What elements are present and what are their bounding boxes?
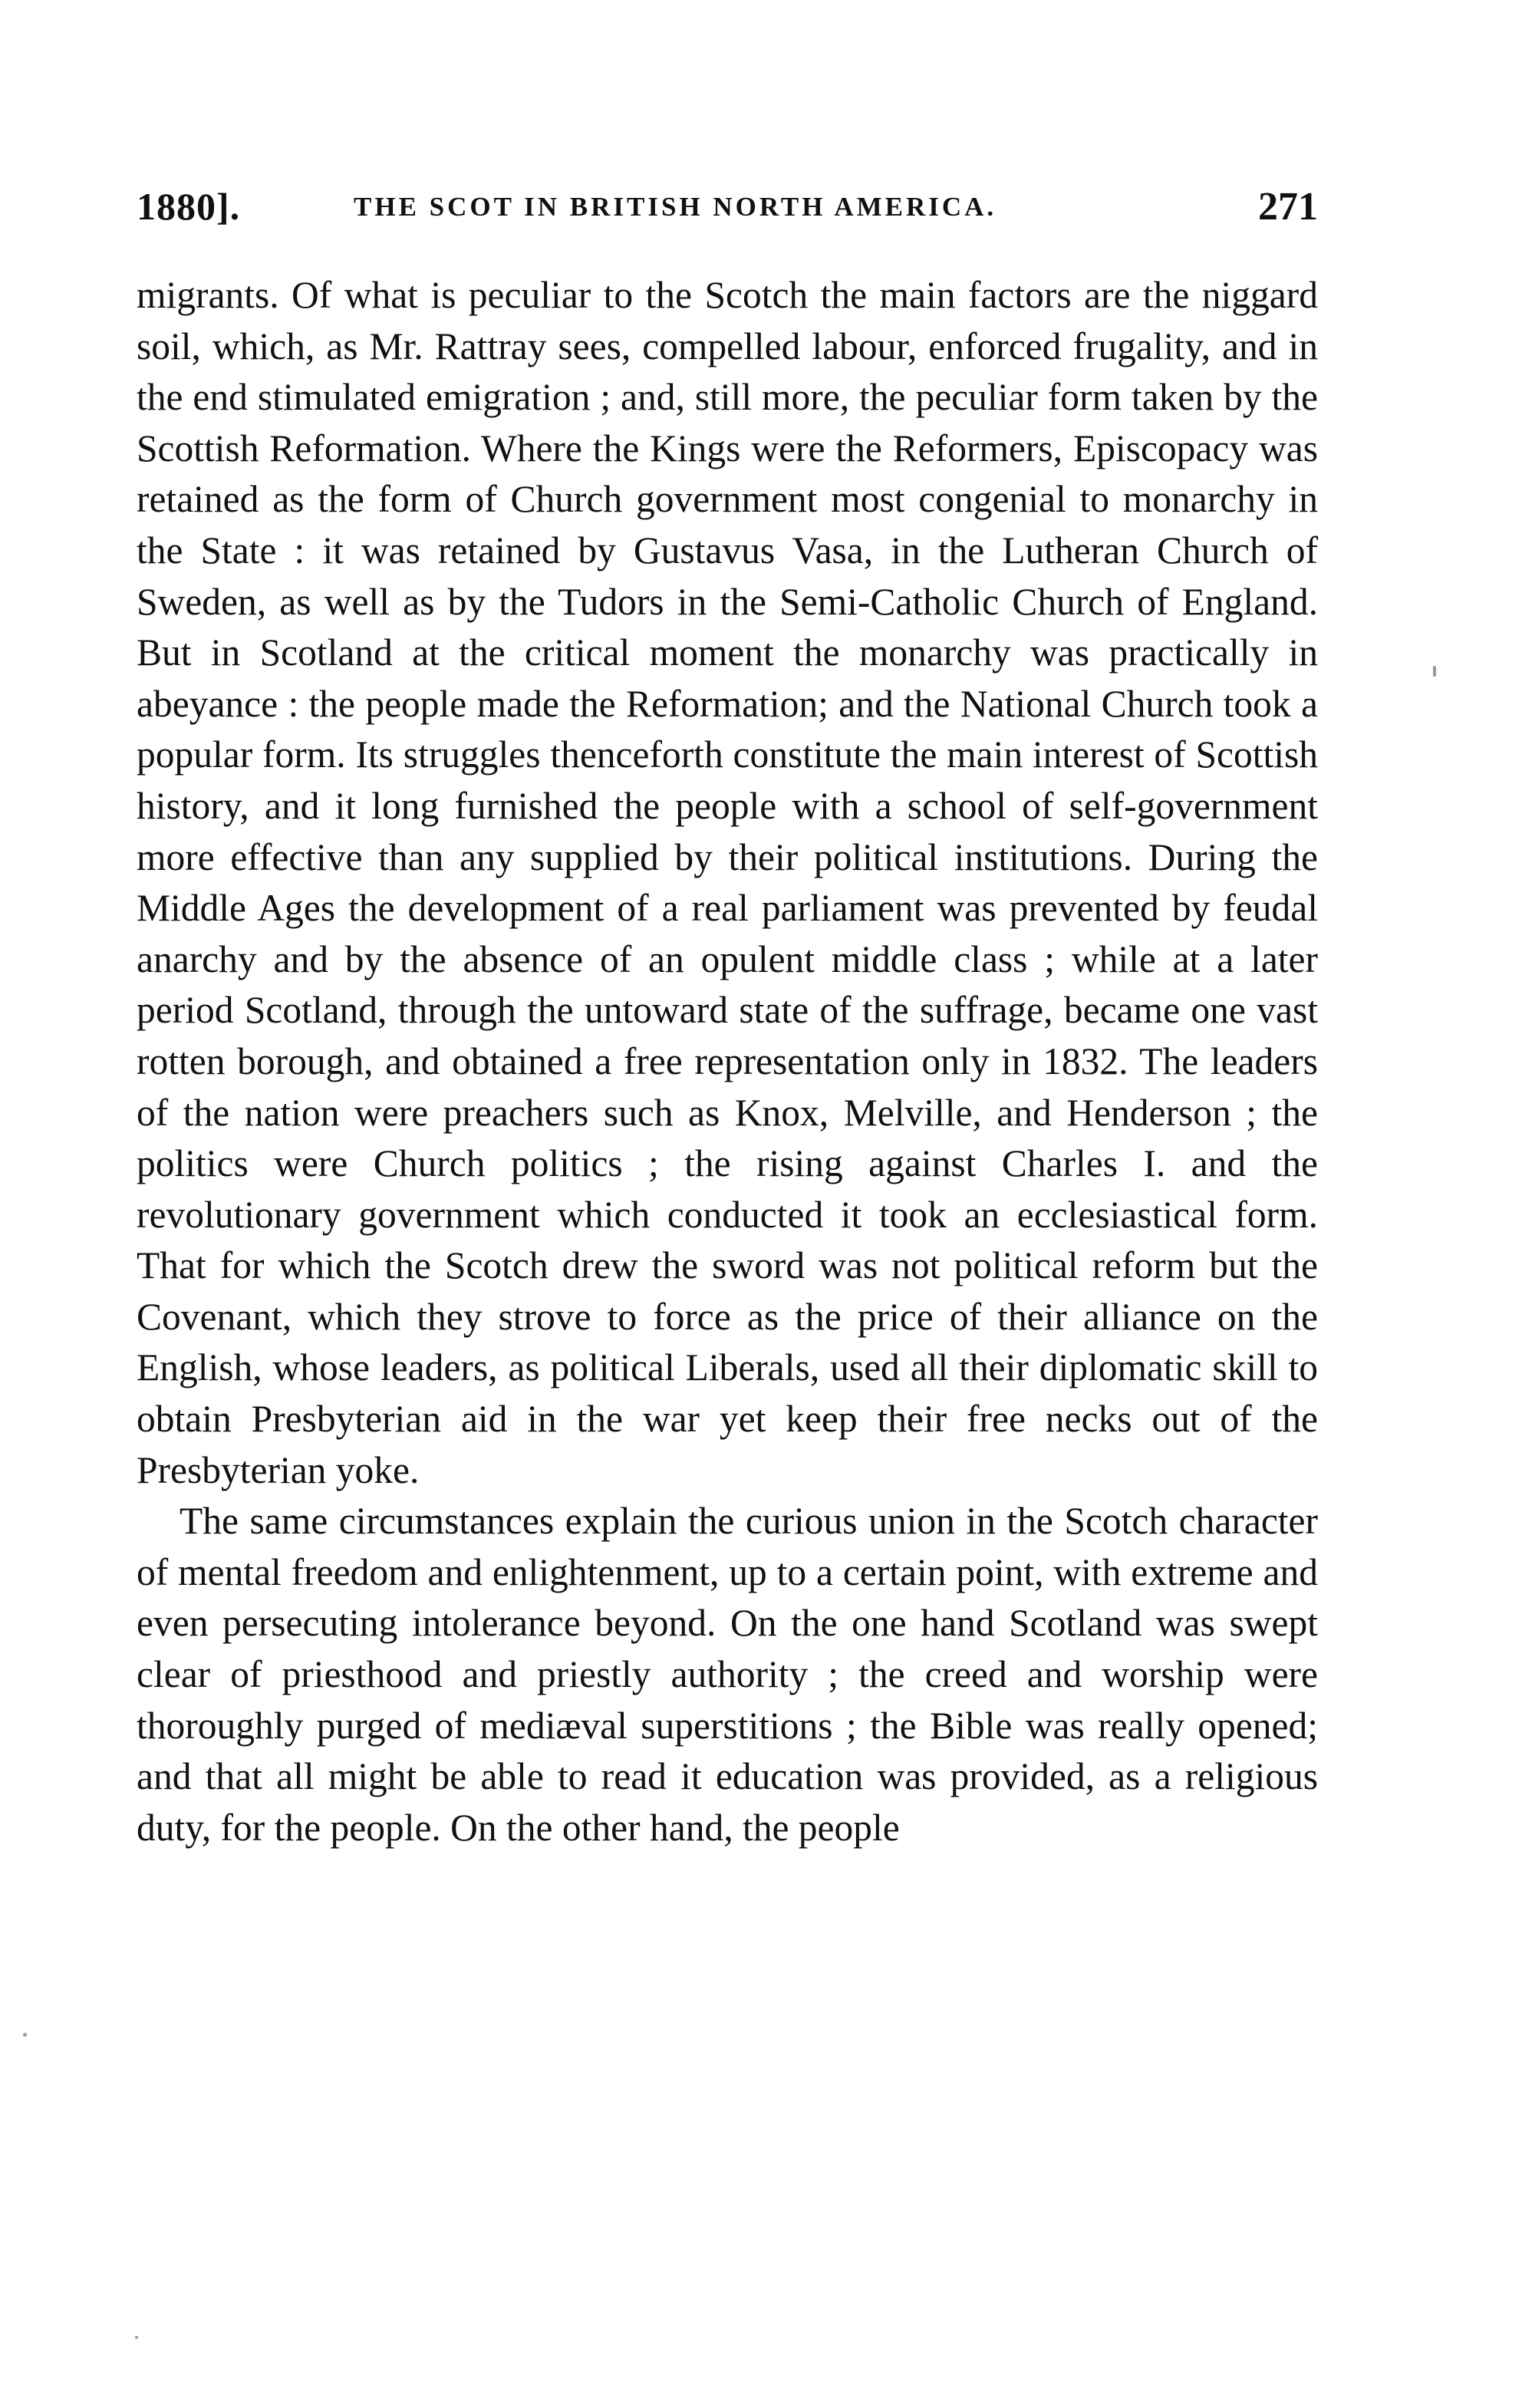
page-number: 271	[1258, 185, 1318, 229]
running-head	[137, 184, 1318, 238]
running-head-year: 1880].	[137, 185, 241, 228]
paragraph-scotch-character: The same circumstances explain the curious union in the Scotch character of mental freedom and enlightenment, up to a certain point, with extreme and even persecuting intolerance beyond. On the one hand Scotland was swept clear of priesthood and priestly authority ; the creed and worship were thoroughly purged of mediæval superstitions ; the Bible was really opened; and that all might be able to read it education was provided, as a religious duty, for the people. On the other hand, the people	[137, 1500, 1318, 1849]
speck-mark	[1433, 666, 1436, 677]
speck-mark	[135, 2336, 138, 2339]
paragraph-continued: migrants. Of what is peculiar to the Scotch the main factors are the niggard soil, which, as Mr. Rattray sees, compelled labour, enforced frugality, and in the end stimulated emigration ; and, still more, the peculiar form taken by the Scottish Reformation. Where the Kings were the Reformers, Episcopacy was retained as the form of Church government most congenial to monarchy in the State : it was retained by Gustavus Vasa, in the Lutheran Church of Sweden, as well as by the Tudors in the Semi-Catholic Church of England. But in Scotland at the critical moment the monarchy was practically in abeyance : the people made the Reformation; and the National Church took a popular form. Its struggles thenceforth constitute the main interest of Scottish history, and it long furnished the people with a school of self-government more effective than any supplied by their political institutions. During the Middle Ages the development of a real parliament was prevented by feudal anarchy and by the absence of an opulent middle class ; while at a later period Scotland, through the untoward state of the suffrage, became one vast rotten borough, and obtained a free representation only in 1832. The leaders of the nation were preachers such as Knox, Melville, and Henderson ; the politics were Church politics ; the rising against Charles I. and the revolutionary government which conducted it took an ecclesiastical form. That for which the Scotch drew the sword was not political reform but the Covenant, which they strove to force as the price of their alliance on the English, whose leaders, as political Liberals, used all their diplomatic skill to obtain Presbyterian aid in the war yet keep their free necks out of the Presbyterian yoke.	[137, 274, 1318, 1491]
body-text	[137, 270, 1318, 1853]
speck-mark	[23, 2033, 27, 2037]
running-head-title: THE SCOT IN BRITISH NORTH AMERICA.	[354, 192, 997, 222]
